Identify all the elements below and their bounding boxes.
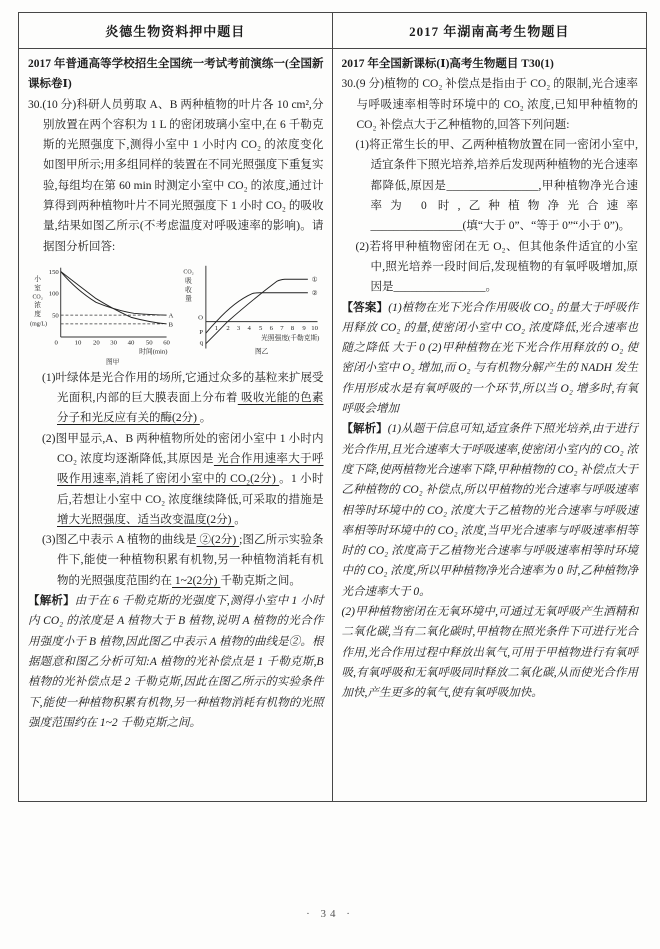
yi-x-tick: 2 (226, 324, 230, 332)
left-sub-question-2 (28, 429, 324, 530)
q2-text-end: 。 (234, 513, 246, 526)
left-column (19, 49, 333, 801)
table-body-row (19, 49, 646, 801)
document-table (18, 12, 647, 802)
answer-tag: 【答案】 (341, 301, 389, 314)
yi-P-label: P (199, 329, 204, 337)
table-header-row (19, 13, 646, 49)
jia-x-tick: 30 (110, 339, 118, 347)
q1-text: (1)叶绿体是光合作用的场所,它通过众多的基粒来扩展受光面积,内部的巨大膜表面上分布着 (42, 371, 324, 405)
jia-y-tick: 100 (48, 290, 59, 298)
header-cell-right: 2017 年湖南高考生物题目 (409, 24, 570, 39)
header-cell-left: 炎德生物资料押中题目 (19, 13, 333, 48)
yi-axis-letters (198, 315, 204, 347)
yi-series-label-2: ② (311, 290, 318, 298)
left-sub-question-3 (28, 530, 324, 591)
yi-origin-label: O (198, 314, 204, 322)
jia-y-tick: 150 (48, 268, 59, 276)
q3-text: (3)图乙中表示 A 植物的曲线是 (42, 534, 197, 547)
yi-x-tick: 1 (215, 324, 219, 332)
right-sub-question-2: (2)若将甲种植物密闭在无 O₂、但其他条件适宜的小室中,照光培养一段时间后,发现植物的有氧呼吸增加,原因是________________。 (355, 240, 638, 294)
q1-answer-underlined: 吸收光能的色素分子和光反应有关的酶(2分) (57, 392, 324, 425)
jia-x-tick: 50 (145, 339, 153, 347)
jia-ylabel-char: 小 (34, 276, 41, 284)
yi-ylabel-char: CO₂ (183, 269, 194, 276)
yi-x-tick: 8 (291, 324, 295, 332)
yi-x-tick: 5 (259, 324, 263, 332)
right-question-intro: 30.(9 分)植物的 CO₂ 补偿点是指由于 CO₂ 的限制,光合速率与呼吸速率相等时环境中的 CO₂ 浓度,已知甲种植物的 CO₂ 补偿点大于乙种植物的,回答下列问题: (341, 78, 638, 131)
yi-x-tick: 7 (280, 324, 284, 332)
jia-curve-B (61, 272, 167, 324)
right-analysis-part2: (2)甲种植物密闭在无氧环境中,可通过无氧呼吸产生酒精和二氧化碳,当有二氧化碳时,甲植物在照光条件下可进行光合作用,光合作用过程中释放出氧气,可用于甲植物进行有氧呼吸,有氧呼吸和无氧呼吸同时释放二氧化碳,从而使光合作用加快,产生更多的氧气,使有氧呼吸加快。 (341, 606, 638, 700)
jia-ylabel-char: CO₂ (32, 294, 43, 301)
jia-axes (61, 268, 167, 337)
page-number: · 34 · (306, 908, 354, 920)
yi-x-tick: 3 (237, 324, 241, 332)
jia-ylabel-unit: (mg/L) (30, 321, 48, 328)
yi-x-tick: 4 (247, 324, 252, 332)
jia-y-ticks (49, 269, 60, 347)
yi-ylabel-char: 吸 (185, 278, 193, 286)
jia-ylabel-char: 浓 (34, 302, 41, 310)
q2-answer1-underlined: 光合作用速率大于呼吸作用速率,消耗了密闭小室中的 CO₂(2分) (57, 453, 324, 486)
jia-x-tick: 60 (163, 339, 170, 347)
jia-x-axis-label: 时间(min) (139, 348, 168, 356)
right-sub-question-1: (1)将正常生长的甲、乙两种植物放置在同一密闭小室中,适宜条件下照光培养,培养后发现两种植物的光合速率都降低,原因是________________,甲种植物净光合速率为 0 时,乙种植物净光合速率________________(填“大于 0”、“等于 0”“小于 0”)。 (355, 139, 638, 233)
right-column (333, 49, 647, 801)
q3-text-mid: ;图乙所示实验条件下,能使一种植物积累有机物,另一种植物消耗有机物的光照强度范围约在 (57, 534, 324, 587)
jia-x-tick: 10 (74, 339, 82, 347)
figure-yi-chart (177, 260, 323, 366)
right-answer (342, 298, 639, 420)
jia-origin-label: 0 (54, 339, 58, 347)
left-exam-title: 2017 年普通高等学校招生全国统一考试考前演练一(全国新课标卷Ⅰ) (28, 58, 324, 91)
q2-text: (2)图甲显示,A、B 两种植物所处的密闭小室中 1 小时内 CO₂ 浓度均逐渐降低,其原因是 (42, 432, 324, 465)
yi-x-tick: 6 (269, 324, 274, 332)
jia-caption: 图甲 (105, 358, 120, 366)
q3-text-end: 千勒克斯之间。 (220, 574, 301, 587)
yi-x-ticks (215, 325, 319, 332)
q3-answer2-underlined: 1~2(2分) (172, 574, 221, 587)
analysis-tag: 【解析】 (341, 423, 388, 436)
answer-body: (1)植物在光下光合作用吸收 CO₂ 的量大于呼吸作用释放 CO₂ 的量,使密闭小室中 CO₂ 浓度降低,光合速率也随之降低 大于 0 (2)甲种植物在光下光合作用释放的 O₂ 使密闭小室中 O₂ 增加,而 O₂ 与有机物分解产生的 NADH 发生作用形成水是有氧呼吸的一个环节,所以当 O₂ 增多时,有氧呼吸会增加 (341, 301, 638, 416)
yi-x-tick: 10 (311, 324, 319, 332)
jia-ylabel-char: 室 (34, 284, 41, 292)
analysis-body-1: (1)从题干信息可知,适宜条件下照光培养,由于进行光合作用,且光合速率大于呼吸速率,使密闭小室内的 CO₂ 浓度下降,使两植物光合速率下降,甲种植物的 CO₂ 补偿点大于乙种植物的 CO₂ 补偿点,所以甲植物的光合速率与呼吸速率相等时环境中的 CO₂ 浓度大于乙植物的光合速率与呼吸速率相等时环境中的 CO₂ 浓度,当甲光合速率与呼吸速率相等时的 CO₂ 浓度高于乙植物光合速率与呼吸速率相等时环境中的 CO₂ 浓度,所以甲种植物净光合速率为 0 时,乙种植物净光合速率大于 0。 (341, 423, 638, 598)
q3-answer1-underlined: ②(2分) (196, 534, 240, 547)
yi-ylabel-char: 收 (185, 286, 193, 294)
yi-x-axis-label: 光照强度(千勒克斯) (261, 334, 320, 342)
q2-answer2-underlined: 增大光照强度、适当改变温度(2分) (57, 513, 235, 526)
q1-text-end: 。 (199, 412, 212, 425)
left-sub-question-1 (28, 368, 324, 429)
right-analysis-part1 (342, 419, 639, 602)
jia-x-tick: 20 (92, 339, 100, 347)
left-question-intro: 30.(10 分)科研人员剪取 A、B 两种植物的叶片各 10 cm²,分别放置在两个容积为 1 L 的密闭玻璃小室中,在 6 千勒克斯的光照强度下,测得小室中 1 小时内 CO₂ 的浓度变化如图甲所示;用多组同样的装置在不同光照强度下重复实验,每组均在第 60 min 时测定小室中 CO₂ 的浓度,通过计算得到两种植物叶片不同光照强度下 1 小时 CO₂ 的吸收量,结果如图乙所示(不考虑温度对呼吸速率的影响)。请据图分析回答: (28, 98, 324, 253)
jia-series-label-A: A (168, 312, 174, 320)
yi-x-tick: 9 (302, 324, 306, 332)
jia-x-ticks (75, 340, 171, 347)
figures-row (28, 260, 324, 366)
right-exam-title: 2017 年全国新课标(Ⅰ)高考生物题目 T30(1) (341, 58, 554, 70)
figure-jia-chart (28, 260, 174, 366)
analysis-tag: 【解析】 (28, 595, 75, 608)
jia-y-tick: 50 (52, 312, 59, 320)
jia-x-tick: 40 (127, 339, 135, 347)
yi-y-axis-label (184, 269, 194, 302)
q2-text-mid: 。1 小时后,若想让小室中 CO₂ 浓度继续降低,可采取的措施是 (57, 473, 324, 506)
jia-ylabel-char: 度 (34, 310, 41, 318)
yi-q-label: q (199, 339, 204, 347)
yi-caption: 图乙 (255, 348, 269, 356)
jia-series-label-B: B (168, 321, 173, 329)
left-analysis (28, 591, 324, 733)
jia-y-axis-label (30, 274, 47, 327)
analysis-body: 由于在 6 千勒克斯的光强度下,测得小室中 1 小时内 CO₂ 的浓度是 A 植物大于 B 植物,说明 A 植物的光合作用强度小于 B 植物,因此图乙中表示 A 植物的曲线是②。根据题意和图乙分析可知:A 植物的光补偿点是 1 千勒克斯,B 植物的光补偿点是 2 千勒克斯,因此在图乙所示的实验条件下,能使一种植物积累有机物,另一种植物消耗有机物的光照强度范围约在 1~2 千勒克斯之间。 (28, 595, 324, 729)
yi-series-label-1: ① (311, 276, 318, 284)
yi-ylabel-char: 量 (185, 295, 193, 303)
